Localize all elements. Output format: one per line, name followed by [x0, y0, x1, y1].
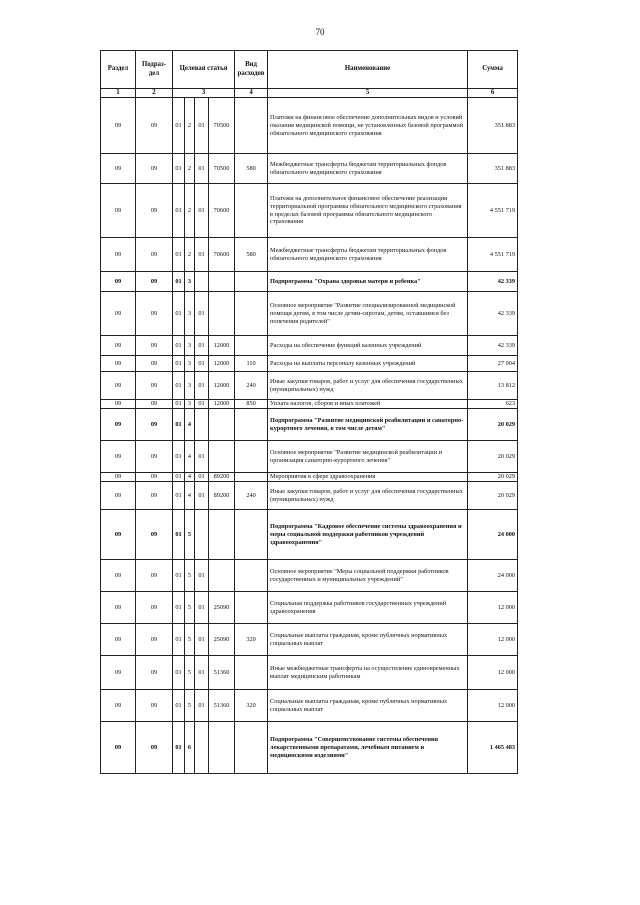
event-cell: 01	[195, 292, 209, 336]
direction-cell: 25090	[209, 592, 235, 624]
expense-type-cell	[235, 560, 268, 592]
col-number: 2	[136, 89, 173, 98]
direction-cell	[209, 292, 235, 336]
event-cell: 01	[195, 372, 209, 400]
expense-type-cell	[235, 441, 268, 473]
table-row	[101, 624, 518, 656]
razdel-cell: 09	[101, 272, 136, 292]
direction-cell	[209, 409, 235, 441]
col-number: 1	[101, 89, 136, 98]
expense-type-cell	[235, 510, 268, 560]
program-cell: 01	[173, 441, 185, 473]
sum-cell: 42 339	[468, 292, 518, 336]
subprogram-cell: 5	[185, 592, 195, 624]
table-body	[101, 98, 518, 774]
sum-cell: 351 883	[468, 154, 518, 184]
expense-type-cell: 580	[235, 238, 268, 272]
direction-cell: 89200	[209, 473, 235, 482]
page-number: 70	[315, 27, 325, 37]
program-cell: 01	[173, 292, 185, 336]
event-cell: 01	[195, 473, 209, 482]
event-cell: 01	[195, 656, 209, 690]
name-cell: Расходы на выплаты персоналу казенных учреждений	[268, 356, 468, 372]
name-cell: Межбюджетные трансферты бюджетам территориальных фондов обязательного медицинского страхования	[268, 238, 468, 272]
header-vid: Вид расходов	[235, 51, 268, 89]
razdel-cell: 09	[101, 98, 136, 154]
table-row	[101, 473, 518, 482]
razdel-cell: 09	[101, 184, 136, 238]
expense-type-cell: 850	[235, 400, 268, 409]
direction-cell: 12000	[209, 336, 235, 356]
podrazdel-cell: 09	[136, 722, 173, 774]
direction-cell: 12000	[209, 372, 235, 400]
subprogram-cell: 3	[185, 400, 195, 409]
sum-cell: 20 029	[468, 473, 518, 482]
sum-cell: 20 029	[468, 441, 518, 473]
podrazdel-cell: 09	[136, 184, 173, 238]
program-cell: 01	[173, 98, 185, 154]
sum-cell: 12 000	[468, 592, 518, 624]
direction-cell	[209, 510, 235, 560]
name-cell: Социальная поддержка работников государственных учреждений здравоохранения	[268, 592, 468, 624]
podrazdel-cell: 09	[136, 656, 173, 690]
subprogram-cell: 2	[185, 154, 195, 184]
subprogram-cell: 5	[185, 624, 195, 656]
name-cell: Подпрограмма "Кадровое обеспечение системы здравоохранения и меры социальной поддержки работников учреждений здравоохранения"	[268, 510, 468, 560]
table-row	[101, 356, 518, 372]
table-row	[101, 510, 518, 560]
podrazdel-cell: 09	[136, 336, 173, 356]
expense-type-cell	[235, 592, 268, 624]
col-number: 3	[173, 89, 235, 98]
podrazdel-cell: 09	[136, 238, 173, 272]
program-cell: 01	[173, 336, 185, 356]
razdel-cell: 09	[101, 441, 136, 473]
name-cell: Иные закупки товаров, работ и услуг для обеспечения государственных (муниципальных) нужд	[268, 482, 468, 510]
name-cell: Платежи на дополнительное финансовое обеспечение реализации территориальной программы обязательного медицинского страхования в пределах базовой программы обязательного медицинского страхования	[268, 184, 468, 238]
program-cell: 01	[173, 372, 185, 400]
table-row	[101, 400, 518, 409]
sum-cell: 12 000	[468, 690, 518, 722]
col-number: 5	[268, 89, 468, 98]
program-cell: 01	[173, 238, 185, 272]
name-cell: Мероприятия в сфере здравоохранения	[268, 473, 468, 482]
name-cell: Социальные выплаты гражданам, кроме публичных нормативных социальных выплат	[268, 690, 468, 722]
expense-type-cell	[235, 184, 268, 238]
direction-cell: 70600	[209, 238, 235, 272]
expense-type-cell: 240	[235, 372, 268, 400]
subprogram-cell: 2	[185, 238, 195, 272]
direction-cell: 70500	[209, 98, 235, 154]
event-cell: 01	[195, 400, 209, 409]
sum-cell: 1 465 483	[468, 722, 518, 774]
direction-cell: 12000	[209, 356, 235, 372]
event-cell: 01	[195, 592, 209, 624]
name-cell: Основное мероприятие "Меры социальной поддержки работников государственных и муниципальных учреждений"	[268, 560, 468, 592]
name-cell: Социальные выплаты гражданам, кроме публичных нормативных социальных выплат	[268, 624, 468, 656]
event-cell: 01	[195, 482, 209, 510]
razdel-cell: 09	[101, 372, 136, 400]
sum-cell: 351 883	[468, 98, 518, 154]
event-cell: 01	[195, 238, 209, 272]
direction-cell: 51360	[209, 656, 235, 690]
subprogram-cell: 5	[185, 510, 195, 560]
expense-type-cell: 320	[235, 690, 268, 722]
expense-type-cell: 110	[235, 356, 268, 372]
subprogram-cell: 3	[185, 272, 195, 292]
sum-cell: 13 812	[468, 372, 518, 400]
table-row	[101, 441, 518, 473]
program-cell: 01	[173, 656, 185, 690]
subprogram-cell: 5	[185, 656, 195, 690]
direction-cell: 70500	[209, 154, 235, 184]
name-cell: Платежи на финансовое обеспечение дополнительных видов и условий оказания медицинской помощи, не установленных базовой программой обязательного медицинского страхования	[268, 98, 468, 154]
event-cell: 01	[195, 356, 209, 372]
subprogram-cell: 3	[185, 292, 195, 336]
razdel-cell: 09	[101, 592, 136, 624]
razdel-cell: 09	[101, 292, 136, 336]
podrazdel-cell: 09	[136, 409, 173, 441]
sum-cell: 24 000	[468, 510, 518, 560]
direction-cell: 51360	[209, 690, 235, 722]
name-cell: Расходы на обеспечение функций казенных учреждений	[268, 336, 468, 356]
direction-cell: 89200	[209, 482, 235, 510]
event-cell: 01	[195, 560, 209, 592]
event-cell: 01	[195, 441, 209, 473]
table-row	[101, 184, 518, 238]
event-cell: 01	[195, 98, 209, 154]
expense-type-cell	[235, 473, 268, 482]
table-row	[101, 98, 518, 154]
expense-type-cell	[235, 656, 268, 690]
name-cell: Иные межбюджетные трансферты на осуществление единовременных выплат медицинским работникам	[268, 656, 468, 690]
program-cell: 01	[173, 400, 185, 409]
name-cell: Основное мероприятие "Развитие медицинской реабилитации и организация санаторно-курортного лечения"	[268, 441, 468, 473]
podrazdel-cell: 09	[136, 592, 173, 624]
sum-cell: 4 551 719	[468, 238, 518, 272]
sum-cell: 20 029	[468, 482, 518, 510]
podrazdel-cell: 09	[136, 624, 173, 656]
direction-cell: 70600	[209, 184, 235, 238]
subprogram-cell: 4	[185, 473, 195, 482]
table-row	[101, 272, 518, 292]
direction-cell	[209, 560, 235, 592]
subprogram-cell: 4	[185, 409, 195, 441]
table-row	[101, 560, 518, 592]
sum-cell: 24 000	[468, 560, 518, 592]
program-cell: 01	[173, 154, 185, 184]
table-row	[101, 372, 518, 400]
program-cell: 01	[173, 510, 185, 560]
subprogram-cell: 2	[185, 184, 195, 238]
subprogram-cell: 4	[185, 482, 195, 510]
podrazdel-cell: 09	[136, 356, 173, 372]
podrazdel-cell: 09	[136, 473, 173, 482]
subprogram-cell: 2	[185, 98, 195, 154]
direction-cell	[209, 272, 235, 292]
header-summa: Сумма	[468, 51, 518, 89]
header-row	[101, 51, 518, 89]
event-cell: 01	[195, 336, 209, 356]
razdel-cell: 09	[101, 356, 136, 372]
program-cell: 01	[173, 592, 185, 624]
col-number: 4	[235, 89, 268, 98]
sum-cell: 12 000	[468, 656, 518, 690]
razdel-cell: 09	[101, 473, 136, 482]
program-cell: 01	[173, 722, 185, 774]
subprogram-cell: 3	[185, 336, 195, 356]
razdel-cell: 09	[101, 482, 136, 510]
podrazdel-cell: 09	[136, 98, 173, 154]
sum-cell: 20 029	[468, 409, 518, 441]
expense-type-cell	[235, 292, 268, 336]
razdel-cell: 09	[101, 336, 136, 356]
table-row	[101, 238, 518, 272]
razdel-cell: 09	[101, 238, 136, 272]
podrazdel-cell: 09	[136, 292, 173, 336]
table-row	[101, 656, 518, 690]
subprogram-cell: 5	[185, 560, 195, 592]
table-row	[101, 690, 518, 722]
direction-cell: 12000	[209, 400, 235, 409]
expense-type-cell: 240	[235, 482, 268, 510]
sum-cell: 623	[468, 400, 518, 409]
expense-type-cell: 320	[235, 624, 268, 656]
header-razdel: Раздел	[101, 51, 136, 89]
subprogram-cell: 5	[185, 690, 195, 722]
razdel-cell: 09	[101, 656, 136, 690]
program-cell: 01	[173, 184, 185, 238]
podrazdel-cell: 09	[136, 560, 173, 592]
podrazdel-cell: 09	[136, 690, 173, 722]
column-number-row	[101, 89, 518, 98]
program-cell: 01	[173, 690, 185, 722]
table-row	[101, 482, 518, 510]
podrazdel-cell: 09	[136, 372, 173, 400]
program-cell: 01	[173, 560, 185, 592]
razdel-cell: 09	[101, 690, 136, 722]
name-cell: Подпрограмма "Совершенствование системы обеспечения лекарственными препаратами, лечебным питанием и медицинскими изделиями"	[268, 722, 468, 774]
razdel-cell: 09	[101, 400, 136, 409]
event-cell	[195, 510, 209, 560]
table-row	[101, 292, 518, 336]
subprogram-cell: 4	[185, 441, 195, 473]
event-cell: 01	[195, 154, 209, 184]
sum-cell: 27 904	[468, 356, 518, 372]
header-celevaya: Целевая статья	[173, 51, 235, 89]
program-cell: 01	[173, 473, 185, 482]
direction-cell: 25090	[209, 624, 235, 656]
event-cell	[195, 409, 209, 441]
program-cell: 01	[173, 356, 185, 372]
razdel-cell: 09	[101, 560, 136, 592]
subprogram-cell: 3	[185, 372, 195, 400]
podrazdel-cell: 09	[136, 510, 173, 560]
podrazdel-cell: 09	[136, 154, 173, 184]
event-cell: 01	[195, 184, 209, 238]
razdel-cell: 09	[101, 154, 136, 184]
razdel-cell: 09	[101, 510, 136, 560]
sum-cell: 12 000	[468, 624, 518, 656]
sum-cell: 42 339	[468, 272, 518, 292]
podrazdel-cell: 09	[136, 482, 173, 510]
table-row	[101, 154, 518, 184]
podrazdel-cell: 09	[136, 400, 173, 409]
expense-type-cell	[235, 722, 268, 774]
budget-table	[100, 50, 518, 774]
table-row	[101, 592, 518, 624]
program-cell: 01	[173, 624, 185, 656]
name-cell: Подпрограмма "Развитие медицинской реабилитации и санаторно-курортного лечения, в том числе детям"	[268, 409, 468, 441]
name-cell: Подпрограмма "Охрана здоровья матери и ребенка"	[268, 272, 468, 292]
expense-type-cell	[235, 272, 268, 292]
expense-type-cell: 580	[235, 154, 268, 184]
sum-cell: 4 551 719	[468, 184, 518, 238]
subprogram-cell: 6	[185, 722, 195, 774]
razdel-cell: 09	[101, 409, 136, 441]
direction-cell	[209, 441, 235, 473]
event-cell: 01	[195, 690, 209, 722]
name-cell: Уплата налогов, сборов и иных платежей	[268, 400, 468, 409]
program-cell: 01	[173, 482, 185, 510]
razdel-cell: 09	[101, 624, 136, 656]
name-cell: Основное мероприятие "Развитие специализированной медицинской помощи детям, в том числе детям-сиротам, детям, оставшимся без попечения родителей"	[268, 292, 468, 336]
program-cell: 01	[173, 409, 185, 441]
razdel-cell: 09	[101, 722, 136, 774]
header-name: Наименование	[268, 51, 468, 89]
table-row	[101, 409, 518, 441]
event-cell: 01	[195, 624, 209, 656]
expense-type-cell	[235, 98, 268, 154]
header-podrazdel: Подраз-дел	[136, 51, 173, 89]
table-row	[101, 336, 518, 356]
expense-type-cell	[235, 336, 268, 356]
expense-type-cell	[235, 409, 268, 441]
podrazdel-cell: 09	[136, 272, 173, 292]
event-cell	[195, 722, 209, 774]
event-cell	[195, 272, 209, 292]
sum-cell: 42 339	[468, 336, 518, 356]
name-cell: Иные закупки товаров, работ и услуг для обеспечения государственных (муниципальных) нужд	[268, 372, 468, 400]
program-cell: 01	[173, 272, 185, 292]
podrazdel-cell: 09	[136, 441, 173, 473]
table-row	[101, 722, 518, 774]
subprogram-cell: 3	[185, 356, 195, 372]
direction-cell	[209, 722, 235, 774]
name-cell: Межбюджетные трансферты бюджетам территориальных фондов обязательного медицинского страхования	[268, 154, 468, 184]
col-number: 6	[468, 89, 518, 98]
